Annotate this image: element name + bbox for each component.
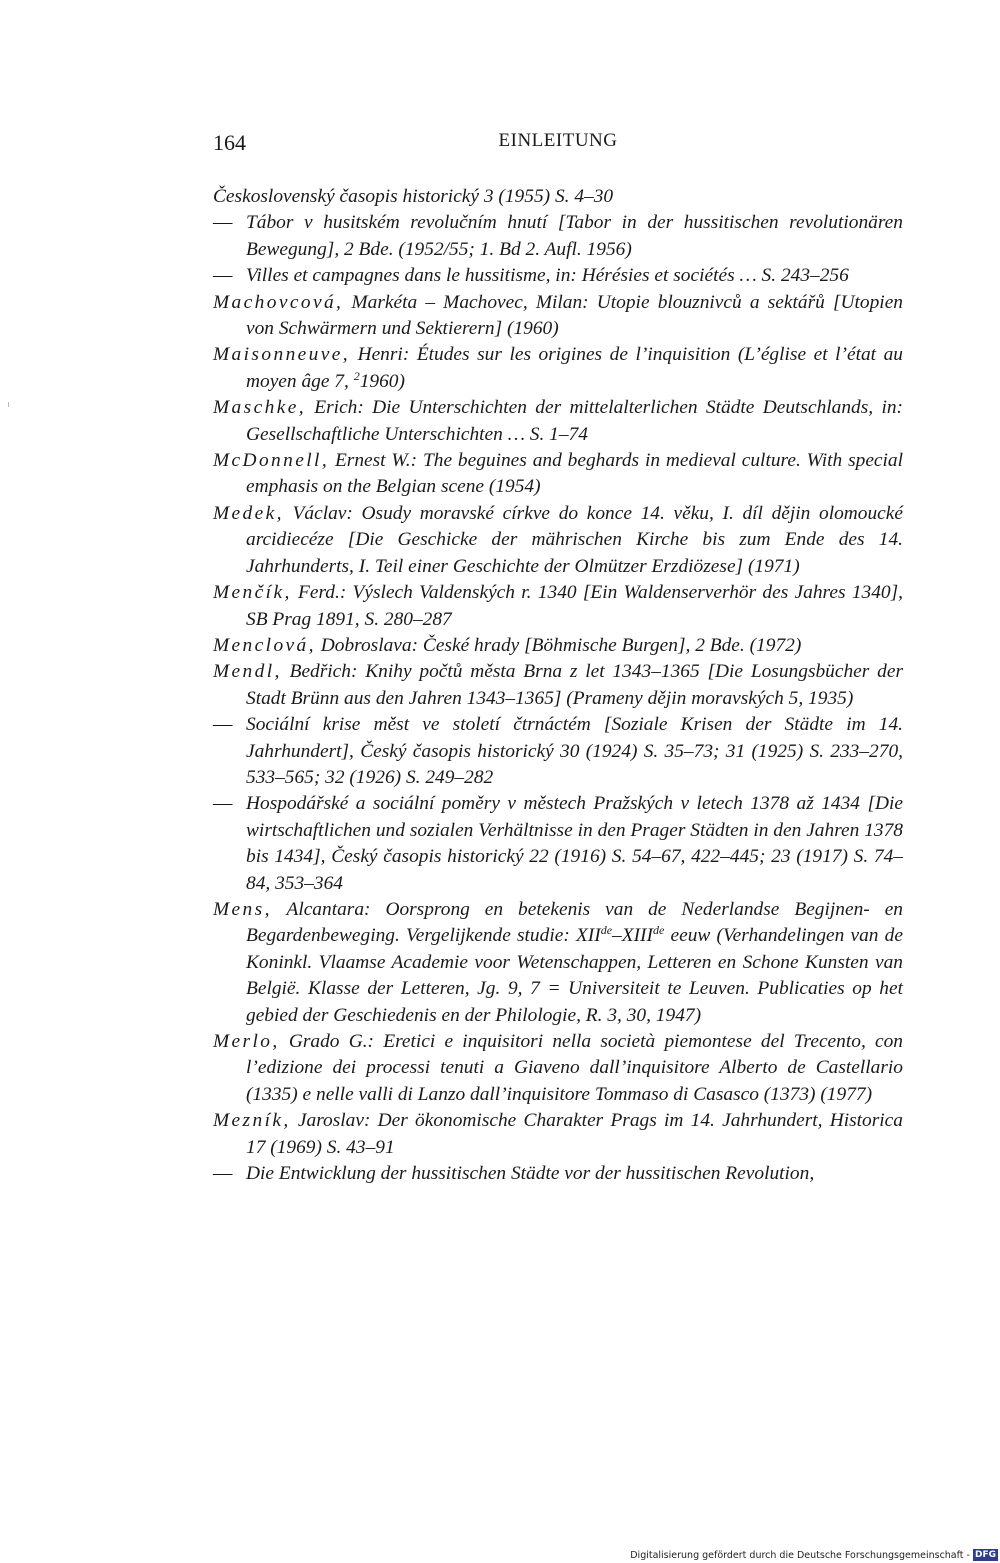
margin-mark bbox=[8, 402, 9, 407]
entry-author: Merlo, bbox=[213, 1031, 280, 1052]
bibliography-list bbox=[213, 184, 903, 1187]
ditto-dash: — bbox=[213, 793, 233, 815]
entry-author: Maisonneuve, bbox=[213, 344, 351, 366]
digitization-footer bbox=[630, 1548, 998, 1562]
entry-author: Medek, bbox=[213, 502, 284, 524]
entry-author: Menčík, bbox=[213, 582, 292, 604]
entry-text: Ernest W.: The beguines and beghards in medieval culture. With special emphasis on the Belgian scene (1954) bbox=[246, 450, 903, 498]
entry-author: Machovcová, bbox=[213, 291, 344, 313]
entry-author: Mens, bbox=[213, 898, 272, 920]
entry-text: Hospodářské a sociální poměry v městech Pražských v letech 1378 až 1434 [Die wirtschaftlichen und sozialen Verhältnisse in den Prager Städten in den Jahren 1378 bis 1434], Český časopis historický 22 (1916) S. 54–67, 422–445; 23 (1917) S. 74–84, 353–364 bbox=[246, 793, 903, 894]
bibliography-entry bbox=[213, 395, 903, 448]
entry-author: Maschke, bbox=[213, 397, 306, 419]
entry-text: eeuw (Verhandelingen van de Koninkl. Vlaamse Academie voor Wetenschappen, Letteren en Schone Kunsten van België. Klasse der Letteren, Jg. 9, 7 = Universiteit te Leuven. Publicaties op het gebied der Geschiedenis en der Philologie, R. 3, 30, 1947) bbox=[246, 925, 903, 1026]
bibliography-entry bbox=[213, 791, 903, 897]
bibliography-entry bbox=[213, 448, 903, 501]
entry-author: Menclová, bbox=[213, 634, 316, 656]
entry-superscript: de bbox=[600, 923, 613, 938]
bibliography-entry bbox=[213, 1108, 903, 1161]
entry-text: Villes et campagnes dans le hussitisme, in: Hérésies et sociétés … S. 243–256 bbox=[246, 265, 849, 287]
bibliography-entry bbox=[213, 263, 903, 289]
bibliography-entry bbox=[213, 184, 903, 210]
bibliography-entry bbox=[213, 633, 903, 659]
entry-author: Mezník, bbox=[213, 1110, 291, 1132]
bibliography-entry bbox=[213, 712, 903, 791]
bibliography-entry bbox=[213, 1161, 903, 1187]
entry-text: Dobroslava: České hrady [Böhmische Burgen], 2 Bde. (1972) bbox=[315, 634, 802, 656]
page-number: 164 bbox=[213, 130, 246, 155]
entry-text: Sociální krise měst ve století čtrnáctém [Soziale Krisen der Städte im 14. Jahrhundert], Český časopis historický 30 (1924) S. 35–73; 31 (1925) S. 233–270, 533–565; 32 (1926) S. 249–282 bbox=[246, 714, 903, 788]
entry-author: McDonnell, bbox=[213, 450, 330, 472]
entry-text: Tábor v husitském revolučním hnutí [Tabor in der hussitischen revolutionären Bewegung], 2 Bde. (1952/55; 1. Bd 2. Aufl. 1956) bbox=[246, 212, 903, 260]
bibliography-entry bbox=[213, 210, 903, 263]
entry-text: Erich: Die Unterschichten der mittelalterlichen Städte Deutschlands, in: Gesellschaftliche Unterschichten … S. 1–74 bbox=[246, 397, 903, 445]
entry-text: 1960) bbox=[359, 370, 405, 392]
entry-author: Mendl, bbox=[213, 661, 282, 683]
entry-text: Václav: Osudy moravské církve do konce 14. věku, I. díl dějin olomoucké arcidiecéze [Die Geschicke der mährischen Kirche bis zum Ende des 14. Jahrhunderts, I. Teil einer Geschichte der Olmützer Erzdiözese] (1971) bbox=[246, 502, 903, 577]
entry-text: Ferd.: Výslech Valdenských r. 1340 [Ein Waldenserverhör des Jahres 1340], SB Prag 1891, S. 280–287 bbox=[246, 582, 903, 630]
bibliography-entry bbox=[213, 1029, 903, 1108]
ditto-dash: — bbox=[213, 212, 233, 234]
dfg-logo: DFG bbox=[974, 1550, 996, 1560]
bibliography-entry bbox=[213, 342, 903, 395]
entry-text: Československý časopis historický 3 (1955) S. 4–30 bbox=[213, 186, 614, 207]
running-head: EINLEITUNG bbox=[498, 130, 618, 151]
entry-text: Markéta – Machovec, Milan: Utopie blouznivců a sektářů [Utopien von Schwärmern und Sektierern] (1960) bbox=[246, 291, 903, 340]
ditto-dash: — bbox=[213, 714, 233, 736]
bibliography-entry bbox=[213, 580, 903, 633]
bibliography-entry bbox=[213, 290, 903, 343]
entry-text: Jaroslav: Der ökonomische Charakter Prags im 14. Jahrhundert, Historica 17 (1969) S. 43–91 bbox=[246, 1110, 903, 1158]
entry-text: Henri: Études sur les origines de l’inquisition (L’église et l’état au moyen âge 7, bbox=[246, 344, 903, 392]
entry-text: Bedřich: Knihy počtů města Brna z let 1343–1365 [Die Losungsbücher der Stadt Brünn aus den Jahren 1343–1365] (Prameny dějin moravských 5, 1935) bbox=[246, 661, 903, 709]
footer-text: Digitalisierung gefördert durch die Deutsche Forschungsgemeinschaft - bbox=[630, 1549, 970, 1561]
entry-superscript: de bbox=[652, 923, 665, 938]
entry-superscript: 2 bbox=[353, 368, 360, 383]
ditto-dash: — bbox=[213, 265, 233, 287]
ditto-dash: — bbox=[213, 1163, 233, 1185]
bibliography-entry bbox=[213, 659, 903, 712]
page-header bbox=[213, 130, 903, 160]
bibliography-entry bbox=[213, 897, 903, 1029]
bibliography-entry bbox=[213, 501, 903, 580]
entry-text: Grado G.: Eretici e inquisitori nella società piemontese del Trecento, con l’edizione dei processi tenuti a Giaveno dall’inquisitore Alberto de Castellario (1335) e nelle valli di Lanzo dall’inquisitore Tommaso di Casasco (1373) (1977) bbox=[246, 1031, 903, 1105]
entry-text: Die Entwicklung der hussitischen Städte vor der hussitischen Revolution, bbox=[246, 1163, 815, 1185]
entry-text: –XIII bbox=[612, 925, 653, 947]
entry-text: Alcantara: Oorsprong en betekenis van de Nederlandse Begijnen- en Begardenbeweging. Vergelijkende studie: XII bbox=[246, 898, 903, 947]
